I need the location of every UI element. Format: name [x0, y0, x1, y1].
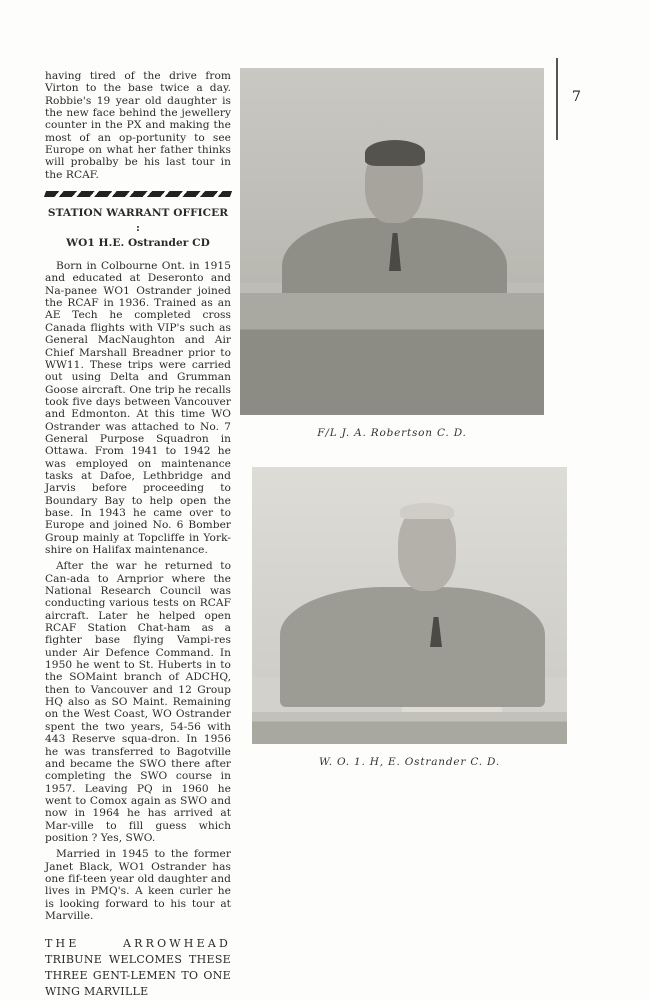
body-paragraph: Married in 1945 to the former Janet Black, WO1 Ostrander has one fif-teen year old daughter and lives in PMQ's. A keen curler he is looking forward to his tour at Marville.: [45, 848, 231, 922]
page-number: 7: [572, 89, 581, 105]
body-paragraph: After the war he returned to Can-ada to Arnprior where the National Research Council was conducting various tests on RCAF aircraft. Later he helped open RCAF Station Chat-ham as a fighter base flying Vampi-res under Air Defence Command. In 1950 he went to St. Huberts in to the SOMaint branch of ADCHQ, then to Vancouver and 12 Group HQ also as SO Maint. Remaining on the West Coast, WO Ostrander spent the two years, 54-56 with 443 Reserve squa-dron. In 1956 he was transferred to Bagotville and became the SWO there after completing the SWO course in 1957. Leaving PQ in 1960 he went to Comox again as SWO and now in 1964 he has arrived at Mar-ville to fill guess which position ? Yes, SWO.: [45, 560, 231, 844]
photo-caption: W. O. 1. H, E. Ostrander C. D.: [318, 756, 501, 768]
body-paragraph: Born in Colbourne Ont. in 1915 and educated at Deseronto and Na-panee WO1 Ostrander joined the RCAF in 1936. Trained as an AE Tech he completed cross Canada flights with VIP's such as General MacNaughton and Air Chief Marshall Breadner prior to WW11. These trips were carried out using Delta and Grumman Goose aircraft. One trip he recalls took five days between Vancouver and Edmonton. At this time WO Ostrander was attached to No. 7 General Purpose Squadron in Ottawa. From 1941 to 1942 he was employed on maintenance tasks at Dafoe, Lethbridge and Jarvis before proceeding to Boundary Bay to help open the base. In 1943 he came over to Europe and joined No. 6 Bomber Group mainly at Topcliffe in York-shire on Halifax maintenance.: [45, 260, 231, 556]
closing-announcement: [45, 936, 231, 1000]
heading-title: STATION WARRANT OFFICER :: [47, 207, 229, 235]
margin-rule: [556, 58, 558, 140]
photo-robertson: [240, 68, 544, 415]
photo-caption: F/L J. A. Robertson C. D.: [317, 427, 467, 439]
section-heading: [45, 206, 231, 251]
heading-subtitle: WO1 H.E. Ostrander CD: [66, 237, 210, 250]
intro-paragraph: having tired of the drive from Virton to the base twice a day. Robbie's 19 year old daughter is the new face behind the jewellery counter in the PX and making the most of an op-portunity to see Europe on what her father thinks will probalby be his last tour in the RCAF.: [45, 70, 231, 181]
photo-ostrander: [252, 467, 567, 744]
dashed-divider: [44, 191, 232, 197]
closing-spaced-text: THE ARROWHEAD: [45, 937, 231, 951]
closing-text: TRIBUNE WELCOMES THESE THREE GENT-LEMEN TO ONE WING MARVILLE: [45, 953, 231, 999]
article-column: [45, 70, 231, 1000]
